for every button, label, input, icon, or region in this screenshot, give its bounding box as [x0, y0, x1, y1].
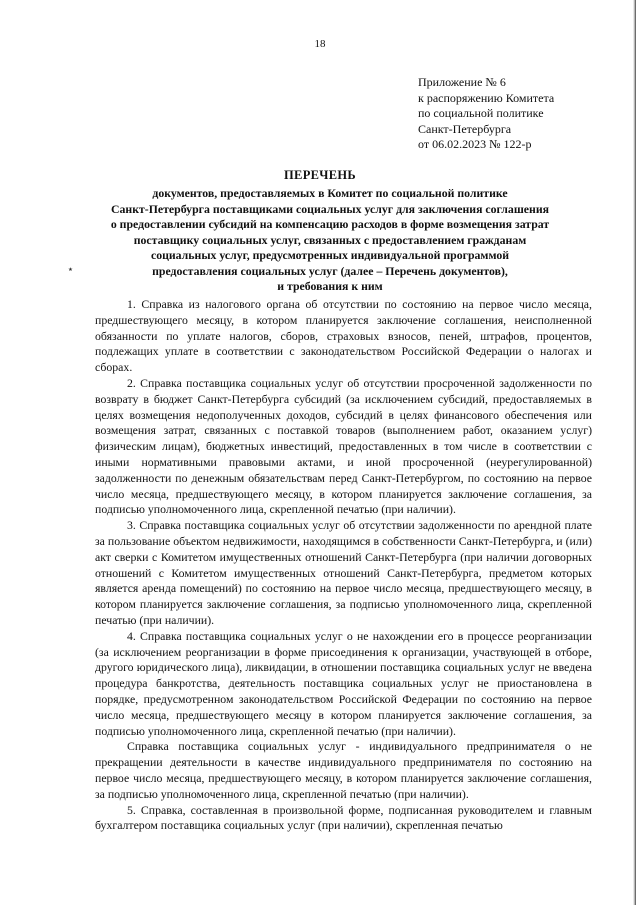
paragraph-4-ip: Справка поставщика социальных услуг - индивидуального предпринимателя о не прекращении деятельности в качестве индивидуального предпринимателя по состоянию на первое число месяца, предшествующего месяцу, в котором планируется заключение соглашения, за подписью уполномоченного лица, скрепленной печатью (при наличии).: [95, 739, 592, 801]
appendix-line: по социальной политике: [418, 106, 544, 120]
subtitle-line: документов, предоставляемых в Комитет по социальной политике: [152, 186, 508, 200]
paragraph-2: 2. Справка поставщика социальных услуг об отсутствии просроченной задолженности по возврату в бюджет Санкт-Петербурга субсидий (за исключением субсидий, предоставляемых в целях возмещения недополученных доходов, субсидий в целях финансового обеспечения или возмещения затрат, связанных с поставкой товаров (выполнением работ, оказанием услуг) физическим лицам), бюджетных инвестиций, предоставленных в том числе в соответствии с иными нормативными правовыми актами, и иной просроченной (неурегулированной) задолженности по денежным обязательствам перед Санкт-Петербургом, по состоянию на первое число месяца, предшествующего месяцу, в котором планируется заключение соглашения, за подписью уполномоченного лица, скрепленной печатью (при наличии).: [95, 375, 592, 517]
subtitle-line: о предоставлении субсидий на компенсацию расходов в форме возмещения затрат: [110, 217, 550, 231]
document-body: [95, 297, 592, 834]
appendix-block: [418, 75, 618, 153]
page-number: 18: [314, 38, 326, 50]
appendix-line: Приложение № 6: [418, 75, 506, 89]
appendix-line: к распоряжению Комитета: [418, 90, 555, 105]
paragraph-1: 1. Справка из налогового органа об отсутствии по состоянию на первое число месяца, предшествующего месяцу, в котором планируется заключение соглашения, неисполненной обязанности по уплате налогов, сборов, страховых взносов, пеней, штрафов, процентов, подлежащих уплате в соответствии с законодательством Российской Федерации о налогах и сборах.: [95, 297, 592, 375]
stray-mark: ٭: [68, 264, 73, 274]
subtitle-line: поставщику социальных услуг, связанных с предоставлением гражданам: [133, 232, 527, 247]
document-subtitle: [80, 186, 580, 295]
subtitle-line: и требования к ним: [277, 279, 383, 293]
paragraph-5: 5. Справка, составленная в произвольной форме, подписанная руководителем и главным бухгалтером поставщика социальных услуг (при наличии), скрепленная печатью: [95, 802, 592, 833]
paragraph-4: 4. Справка поставщика социальных услуг о не нахождении его в процессе реорганизации (за исключением реорганизации в форме присоединения к организации, участвующей в отборе, другого юридического лица), ликвидации, в отношении поставщика социальных услуг не введена процедура банкротства, деятельность поставщика социальных услуг не приостановлена в порядке, предусмотренном законодательством Российской Федерации по состоянию на первое число месяца, предшествующего месяцу в котором планируется заключение соглашения, за подписью уполномоченного лица, скрепленной печатью (при наличии).: [95, 628, 592, 738]
document-title: ПЕРЕЧЕНЬ: [284, 168, 356, 182]
appendix-line: Санкт-Петербурга: [418, 121, 512, 136]
subtitle-line: предоставления социальных услуг (далее – Перечень документов),: [152, 263, 508, 278]
scan-edge-shadow: [633, 0, 636, 905]
subtitle-line: социальных услуг, предусмотренных индивидуальной программой: [150, 248, 510, 262]
subtitle-line: Санкт-Петербурга поставщиками социальных услуг для заключения соглашения: [110, 201, 550, 216]
paragraph-3: 3. Справка поставщика социальных услуг об отсутствии задолженности по арендной плате за пользование объектом недвижимости, находящимся в собственности Санкт-Петербурга, и (или) акт сверки с Комитетом имущественных отношений Санкт-Петербурга (при наличии договорных отношений с Комитетом имущественных отношений Санкт-Петербурга, предметом которых является аренда помещений) по состоянию на первое число месяца, предшествующего месяцу, в котором планируется заключение соглашения, за подписью уполномоченного лица, скрепленной печатью (при наличии).: [95, 518, 592, 627]
appendix-line: от 06.02.2023 № 122-р: [418, 137, 532, 151]
